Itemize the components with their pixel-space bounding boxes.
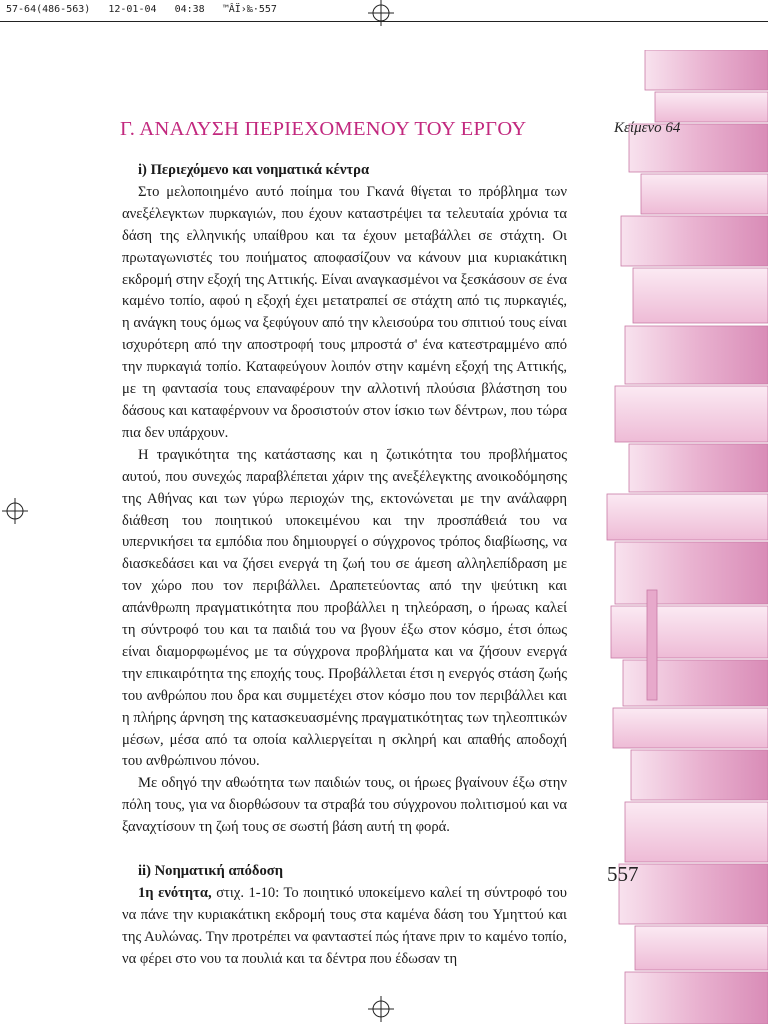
print-slug-line: 57-64(486-563) 12-01-04 04:38 ™ÂÏ›‰·557 <box>0 0 768 22</box>
section-title: Γ. ΑΝΑΛΥΣΗ ΠΕΡΙΕΧΟΜΕΝΟΥ ΤΟΥ ΕΡΓΟΥ <box>120 118 527 140</box>
paragraph: Η τραγικότητα της κατάστασης και η ζωτικότητα του προβλήματος αυτού, που συνεχώς παραβλέπεται χάριν της ανεξέλεγκτης ανοικοδόμησης της Αθήνας και των γύρω περιοχών της, εκτονώνεται με την ανάλαφρη διάθεση του ποιητικού υποκειμένου και την προσπάθειά του να υπερνικήσει τα εμπόδια που δημιουργεί ο σύγχρονος τρόπος διαβίωσης, να διασκεδάσει και να ζήσει ενεργά τη ζωή του σε άμεση αλληλεπίδραση με τον χώρο που τον περιβάλλει. Δραπετεύοντας από την ψεύτικη και απάνθρωπη πραγματικότητα που προβάλλει η τηλεόραση, ο ήρωας καλεί τη σύντροφό του και τα παιδιά του να βγουν έξω στον κόσμο, έτσι όπως είναι διαμορφωμένος με τα σύγχρονα προβλήματα και να ζήσουν ενεργά την επικαιρότητα της εποχής τους. Προβάλλεται έτσι η ενεργός στάση ζωής του ανθρώπου που δρα και συμμετέχει στον κόσμο που τον περιβάλλει και η πλήρης άρνηση της κατασκευασμένης πραγματικότητας των τηλεοπτικών μέσων, μέσα από τα οποία καλλιεργείται η σκληρή και απαθής αποδοχή του ανθρώπινου πόνου. <box>122 446 567 770</box>
paragraph: Στο μελοποιημένο αυτό ποίημα του Γκανά θίγεται το πρόβλημα των ανεξέλεγκτων πυρκαγιών, που έχουν καταστρέψει τα τελευταία χρόνια τα δάση της ελληνικής υπαίθρου και τα έχουν μεταβάλλει σε στάχτη. Οι πρωταγωνιστές του ποιήματος αποφασίζουν να κάνουν μια κυριακάτικη εκδρομή στην εξοχή της Αττικής. Είναι αναγκασμένοι να ξεσκάσουν σε ένα καμένο τοπίο, αφού η εξοχή έχει μετατραπεί σε στάχτη από τις πυρκαγιές, η ανάγκη τους όμως να ξεφύγουν από την κλεισούρα του σπιτιού τους είναι ισχυρότερη από την αποστροφή τους μπροστά σ' ένα κατεστραμμένο από την πυρκαγιά τοπίο. Καταφεύγουν λοιπόν στην καμένη εξοχή της Αττικής, με τη φαντασία τους επαναφέρουν την αλλοτινή πλούσια βλάστηση του δάσους και καταφέρνουν να δροσιστούν στον ίσκιο των δέντρων, που τώρα πια δεν υπάρχουν. <box>122 183 567 441</box>
registration-mark-icon <box>368 996 394 1022</box>
section1-heading: i) Περιεχόμενο και νοηματικά κέντρα <box>138 162 370 178</box>
paragraph: Με οδηγό την αθωότητα των παιδιών τους, οι ήρωες βγαίνουν έξω στην πόλη τους, για να διορθώσουν τα στραβά του σύγχρονου πολιτισμού και να ξαναχτίσουν τη ζωή τους σε σωστή βάση αυτή τη φορά. <box>122 775 567 836</box>
unit-text: στιχ. 1-10: Το ποιητικό υποκείμενο καλεί τη σύντροφό του να πάνε την κυριακάτικη εκδρομή τους στα καμένα δάση του Υμηττού και της Αυλώνας. Την προτρέπει να φανταστεί πώς ήτανε πριν το καμένο τοπίο, να φέρει στο νου τα πουλιά και τα δέντρα που έδωσαν τη <box>122 885 567 967</box>
page-number: 557 <box>607 862 639 886</box>
registration-mark-icon <box>368 0 394 26</box>
registration-mark-icon <box>2 498 28 524</box>
paragraph <box>122 883 567 971</box>
unit-label: 1η ενότητα, <box>138 885 212 901</box>
main-text-column <box>122 160 567 971</box>
section2-heading: ii) Νοηματική απόδοση <box>138 863 283 880</box>
side-note-text-reference: Κείμενο 64 <box>614 120 681 136</box>
